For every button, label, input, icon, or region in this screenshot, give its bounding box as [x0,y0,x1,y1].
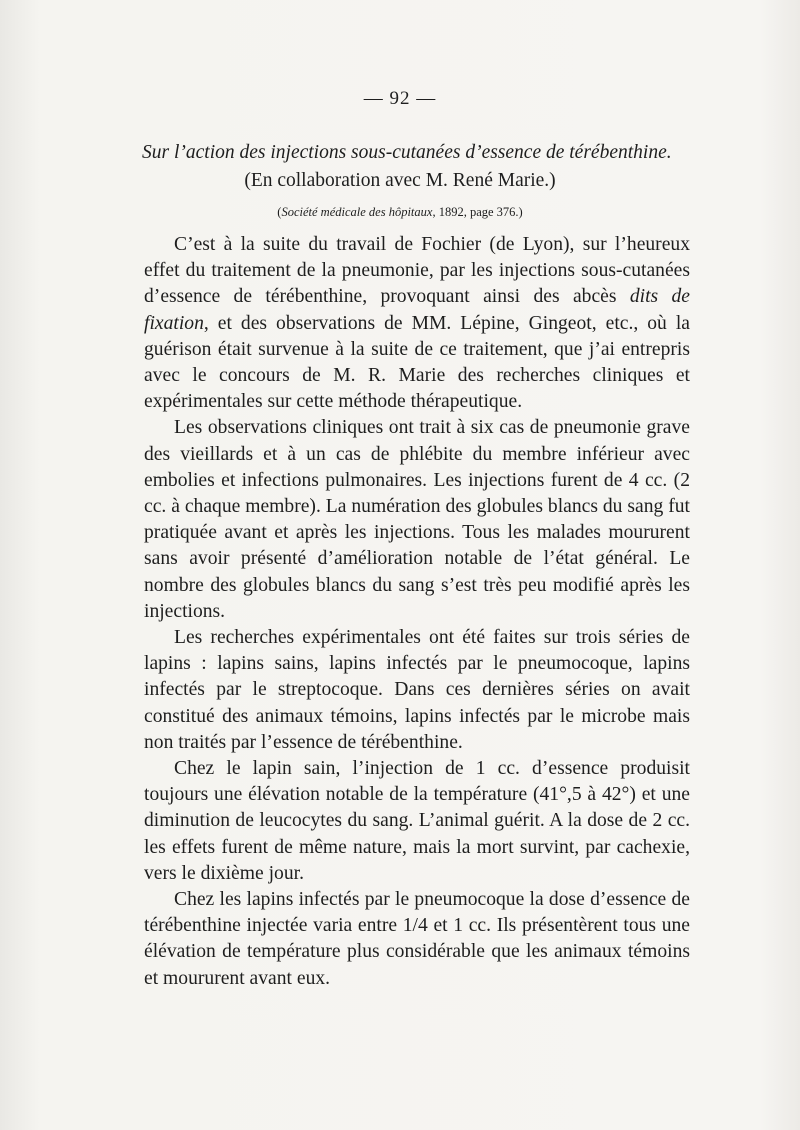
collaboration-line: (En collaboration avec M. René Marie.) [244,170,556,191]
page-number: — 92 — [363,88,437,109]
article-title: Sur l’action des injections sous-cutanées d’essence de térébenthine. [142,142,672,163]
body-text [144,232,690,992]
source-open: ( [277,205,282,219]
paragraph-5: Chez les lapins infectés par le pneumocoque la dose d’essence de térébenthine injectée varia entre 1/4 et 1 cc. Ils présentèrent tous une élévation de température plus considérable que les animaux témoins et moururent avant eux. [144,889,690,989]
source-journal: Société médicale des hôpitaux [281,205,433,219]
source-reference [0,205,800,220]
paragraph-1 [144,232,690,415]
paragraph-1-part-b: , et des observations de MM. Lépine, Gingeot, etc., où la guérison était survenue à la suite de ce traitement, que j’ai entrepris avec le concours de M. R. Marie des recherches cliniques et expérimentales sur cette méthode thérapeutique. [144,312,690,413]
paragraph-1-italic: dits de fixation [144,286,690,334]
paragraph-3: Les recherches expérimentales ont été faites sur trois séries de lapins : lapins sains, lapins infectés par le pneumocoque, lapins infectés par le streptocoque. Dans ces dernières séries on avait constitué des animaux témoins, lapins infectés par le microbe mais non traités par l’essence de térébenthine. [144,627,690,753]
paragraph-1-part-a: C’est à la suite du travail de Fochier (de Lyon), sur l’heureux effet du traitement de la pneumonie, par les injections sous-cutanées d’essence de térébenthine, provoquant ainsi des abcès [144,234,690,308]
paragraph-2: Les observations cliniques ont trait à six cas de pneumonie grave des vieillards et à un cas de phlébite du membre inférieur avec embolies et infections pulmonaires. Les injections furent de 4 cc. (2 cc. à chaque membre). La numération des globules blancs du sang fut pratiquée avant et après les injections. Tous les malades moururent sans avoir présenté d’amélioration notable de l’état général. Le nombre des globules blancs du sang s’est très peu modifié après les injections. [144,417,690,622]
paragraph-4: Chez le lapin sain, l’injection de 1 cc. d’essence produisit toujours une élévation notable de la température (41°,5 à 42°) et une diminution de leucocytes du sang. L’animal guérit. A la dose de 2 cc. les effets furent de même nature, mais la mort survint, par cachexie, vers le dixième jour. [144,758,690,884]
source-details: , 1892, page 376.) [432,205,523,219]
